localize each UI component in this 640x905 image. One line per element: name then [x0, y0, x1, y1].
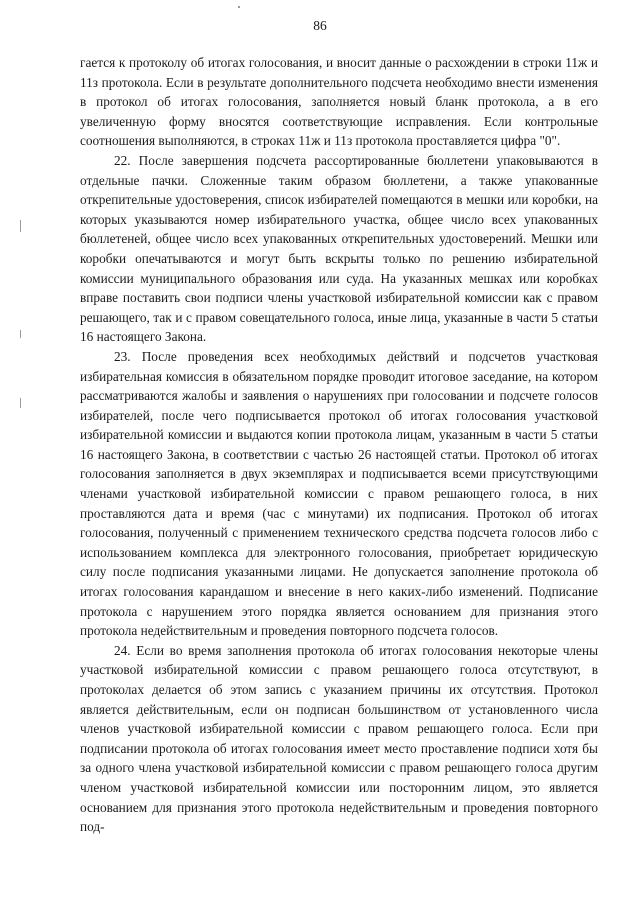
- paragraph-23: 23. После проведения всех необходимых действий и подсчетов участковая избирательная комиссия в обязательном порядке проводит итоговое заседание, на котором рассматриваются жалобы и заявления о нарушениях при голосовании и подсчете голосов избирателей, после чего подписывается протокол об итогах голосования участковой избирательной комиссии и выдаются копии протокола лицам, указанным в части 5 статьи 16 настоящего Закона, в соответствии с частью 26 настоящей статьи. Протокол об итогах голосования заполняется в двух экземплярах и подписывается всеми присутствующими членами участковой избирательной комиссии с правом решающего голоса, в них проставляются дата и время (час с минутами) их подписания. Протокол об итогах голосования, полученный с применением технического средства подсчета голосов либо с использованием комплекса для электронного голосования, приобретает юридическую силу после подписания указанными лицами. Не допускается заполнение протокола об итогах голосования карандашом и внесение в него каких-либо изменений. Подписание протокола с нарушением этого порядка является основанием для признания этого протокола недействительным и проведения повторного подсчета голосов.: [80, 348, 598, 639]
- scan-edge-mark: [20, 330, 21, 338]
- paragraph-continuation: гается к протоколу об итогах голосования, и вносит данные о расхождении в строки 11ж и 11з протокола. Если в результате дополнительного подсчета необходимо внести изменения в протокол об итогах голосования, заполняется новый бланк протокола, а в его увеличенную форму вносятся соответствующие исправления. Если контрольные соотношения выполняются, в строках 11ж и 11з протокола проставляется цифра "0".: [80, 55, 598, 149]
- page-number: 86: [313, 18, 327, 33]
- scan-edge-mark: [20, 220, 21, 232]
- paragraph-22: 22. После завершения подсчета рассортированные бюллетени упаковываются в отдельные пачки. Сложенные таким образом бюллетени, а также упакованные открепительные удостоверения, список избирателей помещаются в мешки или коробки, на которых указываются номер избирательного участка, общее число всех упакованных бюллетеней, общее число всех упакованных открепительных удостоверений. Мешки или коробки опечатываются и могут быть вскрыты только по решению избирательной комиссии муниципального образования или суда. На указанных мешках или коробках вправе поставить свои подписи члены участковой избирательной комиссии как с правом решающего, так и с правом совещательного голоса, иные лица, указанные в части 5 статьи 16 настоящего Закона.: [80, 152, 598, 345]
- document-body: [80, 53, 598, 837]
- scan-edge-mark: [20, 398, 21, 408]
- paragraph-24: 24. Если во время заполнения протокола об итогах голосования некоторые члены участковой избирательной комиссии с правом решающего голоса отсутствуют, в протоколах делается об этом запись с указанием причины их отсутствия. Протокол является действительным, если он подписан большинством от установленного числа членов участковой избирательной комиссии с правом решающего голоса. Если при подписании протокола об итогах голосования имеет место проставление подписи хотя бы за одного члена участковой избирательной комиссии с правом решающего голоса другим членом участковой избирательной комиссии или посторонним лицом, это является основанием для признания этого протокола недействительным и проведения повторного под-: [80, 642, 598, 835]
- scan-dot: [238, 6, 240, 8]
